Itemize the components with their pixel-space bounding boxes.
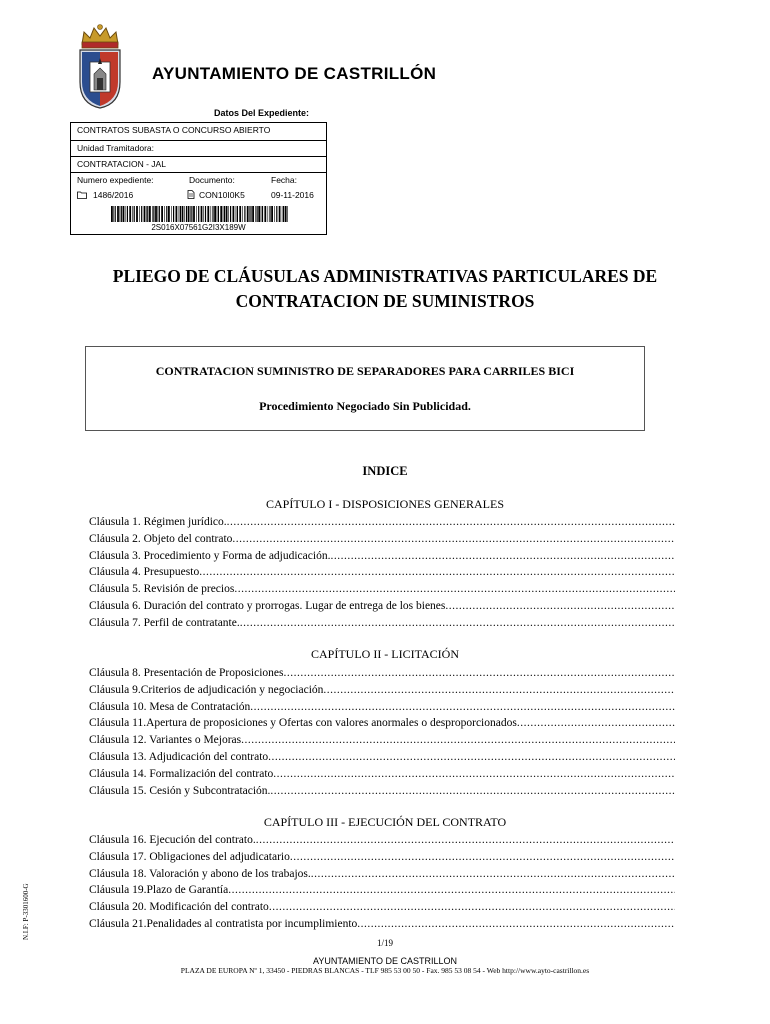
document-title bbox=[60, 264, 710, 314]
clause-label: Cláusula 2. Objeto del contrato bbox=[89, 532, 233, 545]
expediente-heading: Datos Del Expediente: bbox=[214, 108, 310, 118]
dot-leader bbox=[268, 749, 675, 766]
index-clause-item bbox=[89, 564, 675, 581]
barcode-bar bbox=[228, 206, 229, 222]
clause-label: Cláusula 21.Penalidades al contratista por incumplimiento bbox=[89, 918, 358, 930]
barcode-bar bbox=[249, 206, 250, 222]
expediente-type: CONTRATOS SUBASTA O CONCURSO ABIERTO bbox=[77, 125, 271, 135]
barcode-bar bbox=[171, 206, 172, 222]
barcode-bar bbox=[158, 206, 159, 222]
barcode-bar bbox=[173, 206, 174, 222]
unit-value: CONTRATACION - JAL bbox=[77, 159, 166, 169]
clause-label: Cláusula 7. Perfil de contratante. bbox=[89, 616, 240, 629]
dot-leader bbox=[311, 866, 675, 883]
clause-label: Cláusula 16. Ejecución del contrato. bbox=[89, 834, 256, 846]
index-clause-item bbox=[89, 783, 675, 800]
clause-label: Cláusula 6. Duración del contrato y prorrogas. Lugar de entrega de los bienes bbox=[89, 600, 446, 612]
barcode-bar bbox=[258, 206, 260, 222]
index-clause-item bbox=[89, 832, 675, 849]
barcode-bar bbox=[153, 206, 154, 222]
barcode-bar bbox=[271, 206, 273, 222]
barcode-bar bbox=[233, 206, 235, 222]
numero-label: Numero expediente: bbox=[77, 175, 154, 185]
dot-leader bbox=[250, 699, 675, 716]
index-clause-item bbox=[89, 699, 675, 716]
index-clause-item bbox=[89, 665, 675, 682]
barcode-bar bbox=[214, 206, 216, 222]
barcode-bar bbox=[115, 206, 116, 222]
dot-leader bbox=[357, 916, 675, 933]
barcode-bar bbox=[123, 206, 125, 222]
dot-leader bbox=[227, 514, 675, 531]
barcode-bar bbox=[191, 206, 192, 222]
index-clause-item bbox=[89, 531, 675, 548]
clause-label: Cláusula 11.Apertura de proposiciones y Ofertas con valores anormales o desproporcionados bbox=[89, 717, 517, 730]
barcode-bar bbox=[196, 206, 197, 222]
barcode-bar bbox=[268, 206, 269, 222]
clause-label: Cláusula 13. Adjudicación del contrato bbox=[89, 751, 269, 763]
index-clause-item bbox=[89, 598, 675, 615]
fecha-value: 09-11-2016 bbox=[271, 190, 314, 200]
unit-label: Unidad Tramitadora: bbox=[77, 143, 155, 153]
barcode-bar bbox=[134, 206, 135, 222]
barcode bbox=[111, 206, 291, 222]
columns-header-row bbox=[71, 173, 326, 188]
dot-leader bbox=[241, 732, 675, 749]
barcode-bar bbox=[188, 206, 190, 222]
barcode-bar bbox=[242, 206, 243, 222]
barcode-bar bbox=[261, 206, 262, 222]
dot-leader bbox=[517, 715, 675, 732]
organization-title: AYUNTAMIENTO DE CASTRILLÓN bbox=[152, 64, 437, 83]
barcode-bar bbox=[111, 206, 113, 222]
barcode-bar bbox=[211, 206, 212, 222]
chapter-heading: CAPÍTULO I - DISPOSICIONES GENERALES bbox=[265, 497, 504, 511]
index-clause-item bbox=[89, 514, 675, 531]
documento-label: Documento: bbox=[189, 175, 235, 185]
index-clause-item bbox=[89, 615, 675, 632]
barcode-bar bbox=[113, 206, 114, 222]
barcode-bar bbox=[269, 206, 270, 222]
barcode-bar bbox=[149, 206, 151, 222]
barcode-bar bbox=[223, 206, 224, 222]
contract-box bbox=[85, 346, 645, 431]
barcode-bar bbox=[224, 206, 225, 222]
barcode-bar bbox=[152, 206, 153, 222]
barcode-bar bbox=[179, 206, 180, 222]
barcode-bar bbox=[139, 206, 140, 222]
barcode-bar bbox=[190, 206, 191, 222]
barcode-bar bbox=[274, 206, 275, 222]
barcode-text: 2S016X07561G2I3X189W bbox=[151, 223, 246, 232]
page-number: 1/19 bbox=[376, 938, 393, 948]
clause-label: Cláusula 9.Criterios de adjudicación y negociación bbox=[89, 683, 324, 696]
index-clause-item bbox=[89, 866, 675, 883]
expediente-type-row bbox=[71, 123, 326, 141]
barcode-bar bbox=[283, 206, 284, 222]
index-clause-item bbox=[89, 849, 675, 866]
barcode-bar bbox=[285, 206, 287, 222]
dot-leader bbox=[234, 581, 675, 598]
barcode-bar bbox=[247, 206, 249, 222]
barcode-bar bbox=[218, 206, 219, 222]
index-clause-item bbox=[89, 916, 675, 933]
clause-label: Cláusula 3. Procedimiento y Forma de adjudicación. bbox=[89, 549, 331, 562]
barcode-bar bbox=[186, 206, 187, 222]
barcode-bar bbox=[250, 206, 251, 222]
unit-value-row bbox=[71, 157, 326, 173]
contract-procedure: Procedimiento Negociado Sin Publicidad. bbox=[259, 399, 471, 413]
barcode-bar bbox=[182, 206, 184, 222]
index-clause-item bbox=[89, 715, 675, 732]
clause-label: Cláusula 14. Formalización del contrato bbox=[89, 767, 274, 780]
expediente-box bbox=[70, 122, 327, 235]
barcode-bar bbox=[176, 206, 178, 222]
barcode-bar bbox=[146, 206, 147, 222]
footer-address: PLAZA DE EUROPA Nº 1, 33450 - PIEDRAS BLANCAS - TLF 985 53 00 50 - Fax. 985 53 08 54 - Web http://www.ayto-castrillon.es bbox=[180, 966, 590, 975]
barcode-bar bbox=[262, 206, 263, 222]
dot-leader bbox=[228, 882, 675, 899]
barcode-bar bbox=[264, 206, 266, 222]
index-title: INDICE bbox=[362, 464, 408, 478]
numero-value: 1486/2016 bbox=[93, 190, 134, 200]
clause-label: Cláusula 5. Revisión de precios bbox=[89, 583, 235, 596]
barcode-bar bbox=[207, 206, 209, 222]
unit-label-row bbox=[71, 141, 326, 157]
barcode-bar bbox=[205, 206, 206, 222]
barcode-bar bbox=[230, 206, 231, 222]
index-clause-item bbox=[89, 581, 675, 598]
index-clause-item bbox=[89, 899, 675, 916]
dot-leader bbox=[445, 598, 675, 615]
barcode-bar bbox=[161, 206, 163, 222]
barcode-bar bbox=[166, 206, 167, 222]
barcode-bar bbox=[201, 206, 203, 222]
barcode-bar bbox=[168, 206, 170, 222]
barcode-bar bbox=[159, 206, 160, 222]
clause-label: Cláusula 18. Valoración y abono de los trabajos. bbox=[89, 867, 311, 880]
barcode-bar bbox=[180, 206, 181, 222]
dot-leader bbox=[256, 832, 675, 849]
barcode-bar bbox=[244, 206, 245, 222]
barcode-bar bbox=[217, 206, 218, 222]
barcode-bar bbox=[255, 206, 256, 222]
barcode-bar bbox=[239, 206, 241, 222]
barcode-bar bbox=[193, 206, 195, 222]
barcode-bar bbox=[279, 206, 281, 222]
barcode-bar bbox=[127, 206, 128, 222]
barcode-bar bbox=[198, 206, 199, 222]
clause-label: Cláusula 4. Presupuesto bbox=[89, 566, 200, 579]
barcode-bar bbox=[121, 206, 122, 222]
barcode-bar bbox=[136, 206, 138, 222]
barcode-bar bbox=[141, 206, 142, 222]
columns-value-row bbox=[71, 188, 326, 205]
dot-leader bbox=[240, 615, 675, 632]
side-nif-code: N.I.F: P-3301600-G bbox=[22, 883, 30, 940]
index-clause-item bbox=[89, 749, 675, 766]
dot-leader bbox=[273, 766, 675, 783]
clause-label: Cláusula 19.Plazo de Garantía bbox=[89, 884, 229, 897]
barcode-bar bbox=[226, 206, 228, 222]
barcode-bar bbox=[287, 206, 288, 222]
barcode-bar bbox=[144, 206, 146, 222]
chapter-heading: CAPÍTULO III - EJECUCIÓN DEL CONTRATO bbox=[263, 815, 507, 829]
barcode-bar bbox=[120, 206, 121, 222]
dot-leader bbox=[290, 849, 675, 866]
document-title-line-1: PLIEGO DE CLÁUSULAS ADMINISTRATIVAS PARTICULARES DE bbox=[112, 266, 658, 286]
document-title-line-2: CONTRATACION DE SUMINISTROS bbox=[235, 291, 535, 311]
clause-label: Cláusula 20. Modificación del contrato bbox=[89, 901, 269, 914]
dot-leader bbox=[330, 548, 675, 565]
clause-label: Cláusula 12. Variantes o Mejoras bbox=[89, 734, 242, 747]
index-clause-item bbox=[89, 882, 675, 899]
barcode-bar bbox=[129, 206, 131, 222]
dot-leader bbox=[323, 682, 675, 699]
barcode-bar bbox=[132, 206, 133, 222]
fecha-label: Fecha: bbox=[271, 175, 297, 185]
chapter-heading: CAPÍTULO II - LICITACIÓN bbox=[310, 647, 459, 661]
document-icon bbox=[187, 188, 195, 203]
barcode-bar bbox=[252, 206, 254, 222]
barcode-bar bbox=[257, 206, 258, 222]
barcode-bar bbox=[203, 206, 204, 222]
barcode-bar bbox=[117, 206, 119, 222]
index-clause-item bbox=[89, 682, 675, 699]
clause-label: Cláusula 17. Obligaciones del adjudicatario bbox=[89, 850, 290, 863]
documento-value: CON10I0K5 bbox=[199, 190, 245, 200]
barcode-bar bbox=[155, 206, 157, 222]
barcode-bar bbox=[147, 206, 148, 222]
barcode-bar bbox=[282, 206, 283, 222]
barcode-bar bbox=[212, 206, 213, 222]
barcode-bar bbox=[236, 206, 237, 222]
clause-label: Cláusula 10. Mesa de Contratación bbox=[89, 700, 251, 713]
clause-label: Cláusula 15. Cesión y Subcontratación. bbox=[89, 784, 271, 797]
footer-organization: AYUNTAMIENTO DE CASTRILLON bbox=[312, 956, 458, 966]
clause-label: Cláusula 8. Presentación de Proposiciones bbox=[89, 667, 284, 679]
contract-title: CONTRATACION SUMINISTRO DE SEPARADORES PARA CARRILES BICI bbox=[155, 364, 575, 378]
dot-leader bbox=[199, 564, 675, 581]
dot-leader bbox=[270, 783, 675, 800]
dot-leader bbox=[269, 899, 675, 916]
index-clause-item bbox=[89, 548, 675, 565]
clause-label: Cláusula 1. Régimen jurídico. bbox=[89, 516, 227, 528]
barcode-bar bbox=[164, 206, 165, 222]
index-clause-item bbox=[89, 766, 675, 783]
dot-leader bbox=[232, 531, 675, 548]
barcode-bar bbox=[125, 206, 126, 222]
barcode-bar bbox=[220, 206, 222, 222]
barcode-bar bbox=[276, 206, 277, 222]
dot-leader bbox=[284, 665, 675, 682]
coat-of-arms-logo bbox=[76, 24, 124, 110]
index-clause-item bbox=[89, 732, 675, 749]
folder-icon bbox=[77, 188, 87, 203]
barcode-bar bbox=[184, 206, 185, 222]
barcode-bar bbox=[237, 206, 238, 222]
